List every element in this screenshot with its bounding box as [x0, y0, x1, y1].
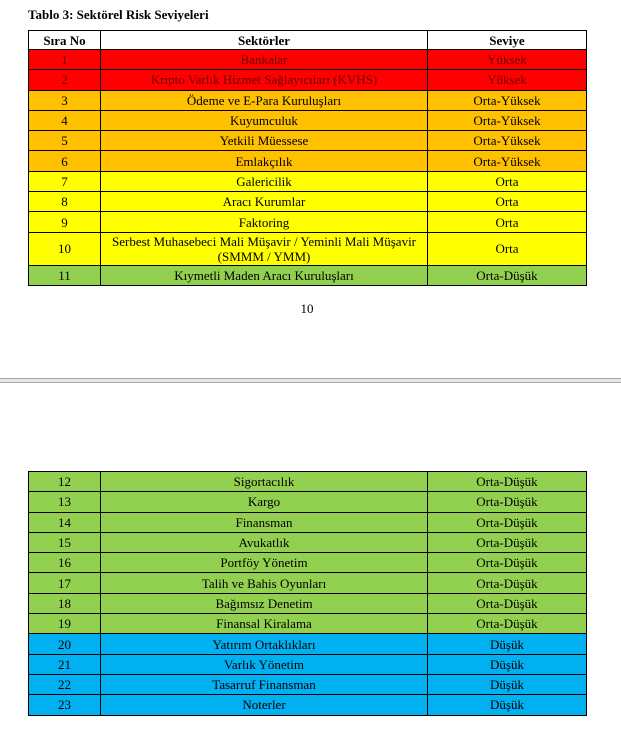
row-number-cell: 6 — [29, 151, 101, 171]
risk-level-cell: Orta-Düşük — [428, 512, 587, 532]
sector-name-cell: Finansman — [101, 512, 428, 532]
row-number-cell: 14 — [29, 512, 101, 532]
sector-name-cell: Yatırım Ortaklıkları — [101, 634, 428, 654]
row-number-cell: 21 — [29, 654, 101, 674]
row-number-cell: 19 — [29, 614, 101, 634]
risk-level-cell: Düşük — [428, 695, 587, 715]
row-number-cell: 2 — [29, 70, 101, 90]
sector-name-cell: Finansal Kiralama — [101, 614, 428, 634]
risk-level-cell: Orta — [428, 232, 587, 265]
row-number-cell: 12 — [29, 472, 101, 492]
table-row — [29, 512, 587, 532]
table-row — [29, 532, 587, 552]
risk-level-cell: Orta-Yüksek — [428, 151, 587, 171]
row-number-cell: 16 — [29, 553, 101, 573]
sector-name-cell: Portföy Yönetim — [101, 553, 428, 573]
sector-name-cell: Yetkili Müessese — [101, 131, 428, 151]
table-row — [29, 654, 587, 674]
table-row — [29, 70, 587, 90]
risk-level-cell: Orta-Düşük — [428, 265, 587, 285]
table-row — [29, 573, 587, 593]
sector-name-cell: Kripto Varlık Hizmet Sağlayıcıları (KVHS) — [101, 70, 428, 90]
risk-level-cell: Orta — [428, 212, 587, 232]
risk-table-part-1 — [28, 30, 587, 286]
sector-name-cell: Emlakçılık — [101, 151, 428, 171]
risk-level-cell: Orta-Düşük — [428, 553, 587, 573]
risk-level-cell: Yüksek — [428, 70, 587, 90]
table-row — [29, 634, 587, 654]
table-row — [29, 265, 587, 285]
row-number-cell: 13 — [29, 492, 101, 512]
row-number-cell: 20 — [29, 634, 101, 654]
risk-level-cell: Düşük — [428, 674, 587, 694]
sector-name-cell: Avukatlık — [101, 532, 428, 552]
sector-name-cell: Tasarruf Finansman — [101, 674, 428, 694]
header-level: Seviye — [428, 31, 587, 50]
risk-level-cell: Orta-Düşük — [428, 593, 587, 613]
risk-level-cell: Orta — [428, 171, 587, 191]
row-number-cell: 11 — [29, 265, 101, 285]
sector-name-cell: Bankalar — [101, 50, 428, 70]
row-number-cell: 22 — [29, 674, 101, 694]
risk-level-cell: Orta-Düşük — [428, 614, 587, 634]
table-row — [29, 131, 587, 151]
row-number-cell: 7 — [29, 171, 101, 191]
sector-name-cell: Noterler — [101, 695, 428, 715]
sector-name-cell: Serbest Muhasebeci Mali Müşavir / Yeminli Mali Müşavir (SMMM / YMM) — [101, 232, 428, 265]
table-row — [29, 110, 587, 130]
row-number-cell: 8 — [29, 192, 101, 212]
table-row — [29, 151, 587, 171]
sector-name-cell: Sigortacılık — [101, 472, 428, 492]
risk-level-cell: Orta-Düşük — [428, 532, 587, 552]
risk-level-cell: Orta-Yüksek — [428, 90, 587, 110]
table-row — [29, 553, 587, 573]
risk-level-cell: Orta-Düşük — [428, 573, 587, 593]
table-row — [29, 171, 587, 191]
sector-name-cell: Galericilik — [101, 171, 428, 191]
table-row — [29, 593, 587, 613]
risk-level-cell: Orta-Yüksek — [428, 131, 587, 151]
table-row — [29, 472, 587, 492]
row-number-cell: 18 — [29, 593, 101, 613]
row-number-cell: 23 — [29, 695, 101, 715]
risk-level-cell: Orta-Yüksek — [428, 110, 587, 130]
risk-level-cell: Düşük — [428, 654, 587, 674]
table-row — [29, 695, 587, 715]
row-number-cell: 9 — [29, 212, 101, 232]
table-row — [29, 50, 587, 70]
sector-name-cell: Varlık Yönetim — [101, 654, 428, 674]
sector-name-cell: Aracı Kurumlar — [101, 192, 428, 212]
row-number-cell: 10 — [29, 232, 101, 265]
page-break-divider — [0, 378, 621, 383]
row-number-cell: 4 — [29, 110, 101, 130]
sector-name-cell: Kargo — [101, 492, 428, 512]
risk-table-part-2 — [28, 471, 587, 716]
table-row — [29, 614, 587, 634]
risk-level-cell: Orta-Düşük — [428, 472, 587, 492]
table-row — [29, 192, 587, 212]
sector-name-cell: Kuyumculuk — [101, 110, 428, 130]
page-number: 10 — [300, 301, 314, 316]
table-row — [29, 90, 587, 110]
risk-level-cell: Orta — [428, 192, 587, 212]
risk-level-cell: Düşük — [428, 634, 587, 654]
row-number-cell: 15 — [29, 532, 101, 552]
table-body-part-2 — [29, 472, 587, 716]
row-number-cell: 3 — [29, 90, 101, 110]
row-number-cell: 5 — [29, 131, 101, 151]
sector-name-cell: Bağımsız Denetim — [101, 593, 428, 613]
table-header-row — [29, 31, 587, 50]
sector-name-cell: Ödeme ve E-Para Kuruluşları — [101, 90, 428, 110]
table-body-part-1 — [29, 50, 587, 286]
sector-name-cell: Kıymetli Maden Aracı Kuruluşları — [101, 265, 428, 285]
risk-level-cell: Orta-Düşük — [428, 492, 587, 512]
risk-level-cell: Yüksek — [428, 50, 587, 70]
table-row — [29, 492, 587, 512]
table-row — [29, 232, 587, 265]
table-row — [29, 674, 587, 694]
header-no: Sıra No — [29, 31, 101, 50]
table-caption: Tablo 3: Sektörel Risk Seviyeleri — [28, 7, 209, 22]
sector-name-cell: Faktoring — [101, 212, 428, 232]
row-number-cell: 17 — [29, 573, 101, 593]
header-sector: Sektörler — [101, 31, 428, 50]
row-number-cell: 1 — [29, 50, 101, 70]
table-row — [29, 212, 587, 232]
sector-name-cell: Talih ve Bahis Oyunları — [101, 573, 428, 593]
